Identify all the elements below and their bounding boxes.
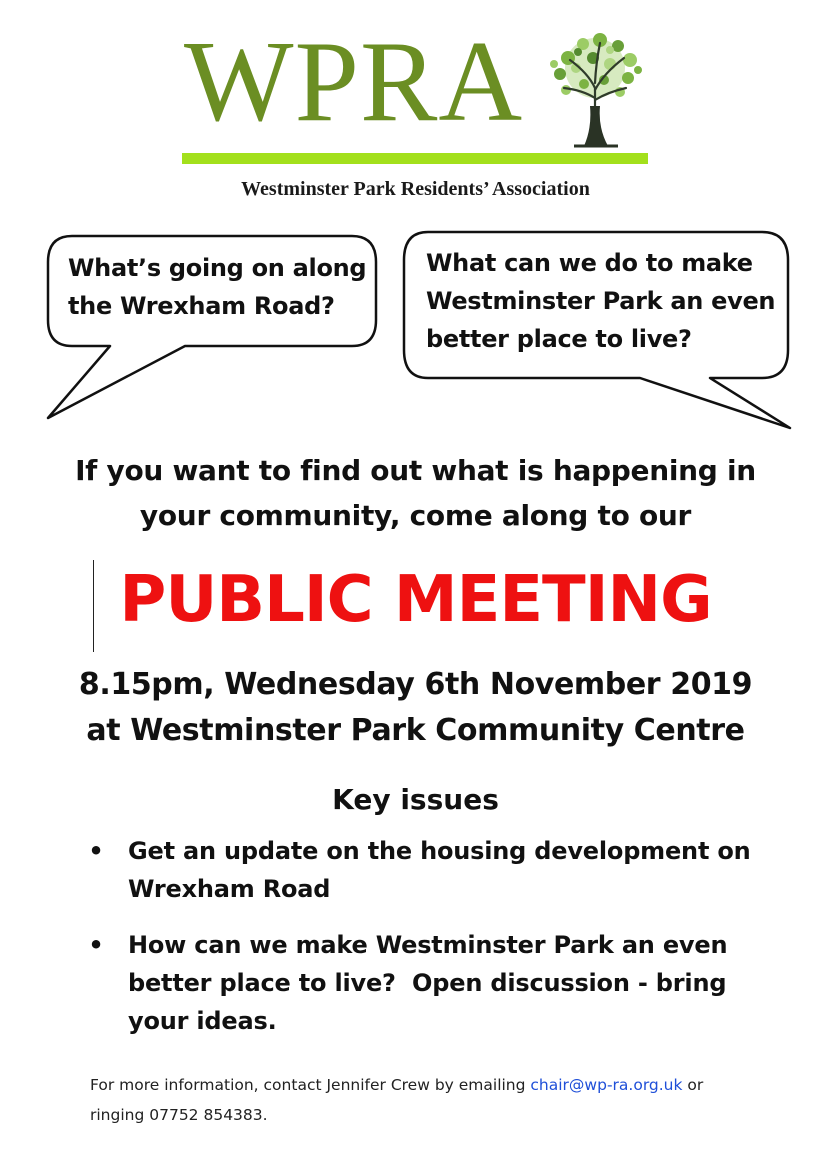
key-issues-list [86, 832, 766, 1058]
footer-text: or [682, 1076, 704, 1094]
footer-line-2: ringing 07752 854383. [90, 1106, 268, 1124]
issue-line: better place to live? Open discussion - bring [128, 969, 727, 997]
list-item [86, 926, 766, 1040]
bubble-right-line: Westminster Park an even [426, 287, 776, 315]
issue-line: your ideas. [128, 1007, 277, 1035]
key-issues-heading: Key issues [332, 783, 499, 816]
meeting-venue: at Westminster Park Community Centre [86, 713, 745, 748]
intro-line: If you want to find out what is happening in [75, 454, 756, 487]
intro-line: your community, come along to our [139, 499, 692, 532]
logo-text: WPRA [184, 18, 524, 146]
issue-line: Wrexham Road [128, 875, 331, 903]
bubble-right-line: What can we do to make [426, 249, 753, 277]
meeting-details [0, 662, 831, 754]
association-name: Westminster Park Residents’ Association [241, 178, 590, 200]
intro-text [0, 448, 831, 538]
issue-line: How can we make Westminster Park an even [128, 931, 728, 959]
contact-footer [90, 1070, 750, 1130]
headline: PUBLIC MEETING [119, 563, 712, 637]
bubble-left-line: What’s going on along [68, 254, 367, 282]
bubble-left-line: the Wrexham Road? [68, 292, 335, 320]
speech-bubbles [0, 0, 831, 440]
list-item [86, 832, 766, 908]
footer-line-1 [90, 1070, 750, 1100]
email-link[interactable]: chair@wp-ra.org.uk [530, 1076, 683, 1094]
bubble-right-text [426, 244, 786, 358]
bubble-left-text [68, 249, 368, 325]
bullet-icon: • [88, 931, 104, 959]
issue-line: Get an update on the housing development on [128, 837, 751, 865]
bubble-right-line: better place to live? [426, 325, 692, 353]
footer-text: For more information, contact Jennifer Crew by emailing [90, 1076, 531, 1094]
meeting-time: 8.15pm, Wednesday 6th November 2019 [78, 667, 753, 702]
bullet-icon: • [88, 837, 104, 865]
